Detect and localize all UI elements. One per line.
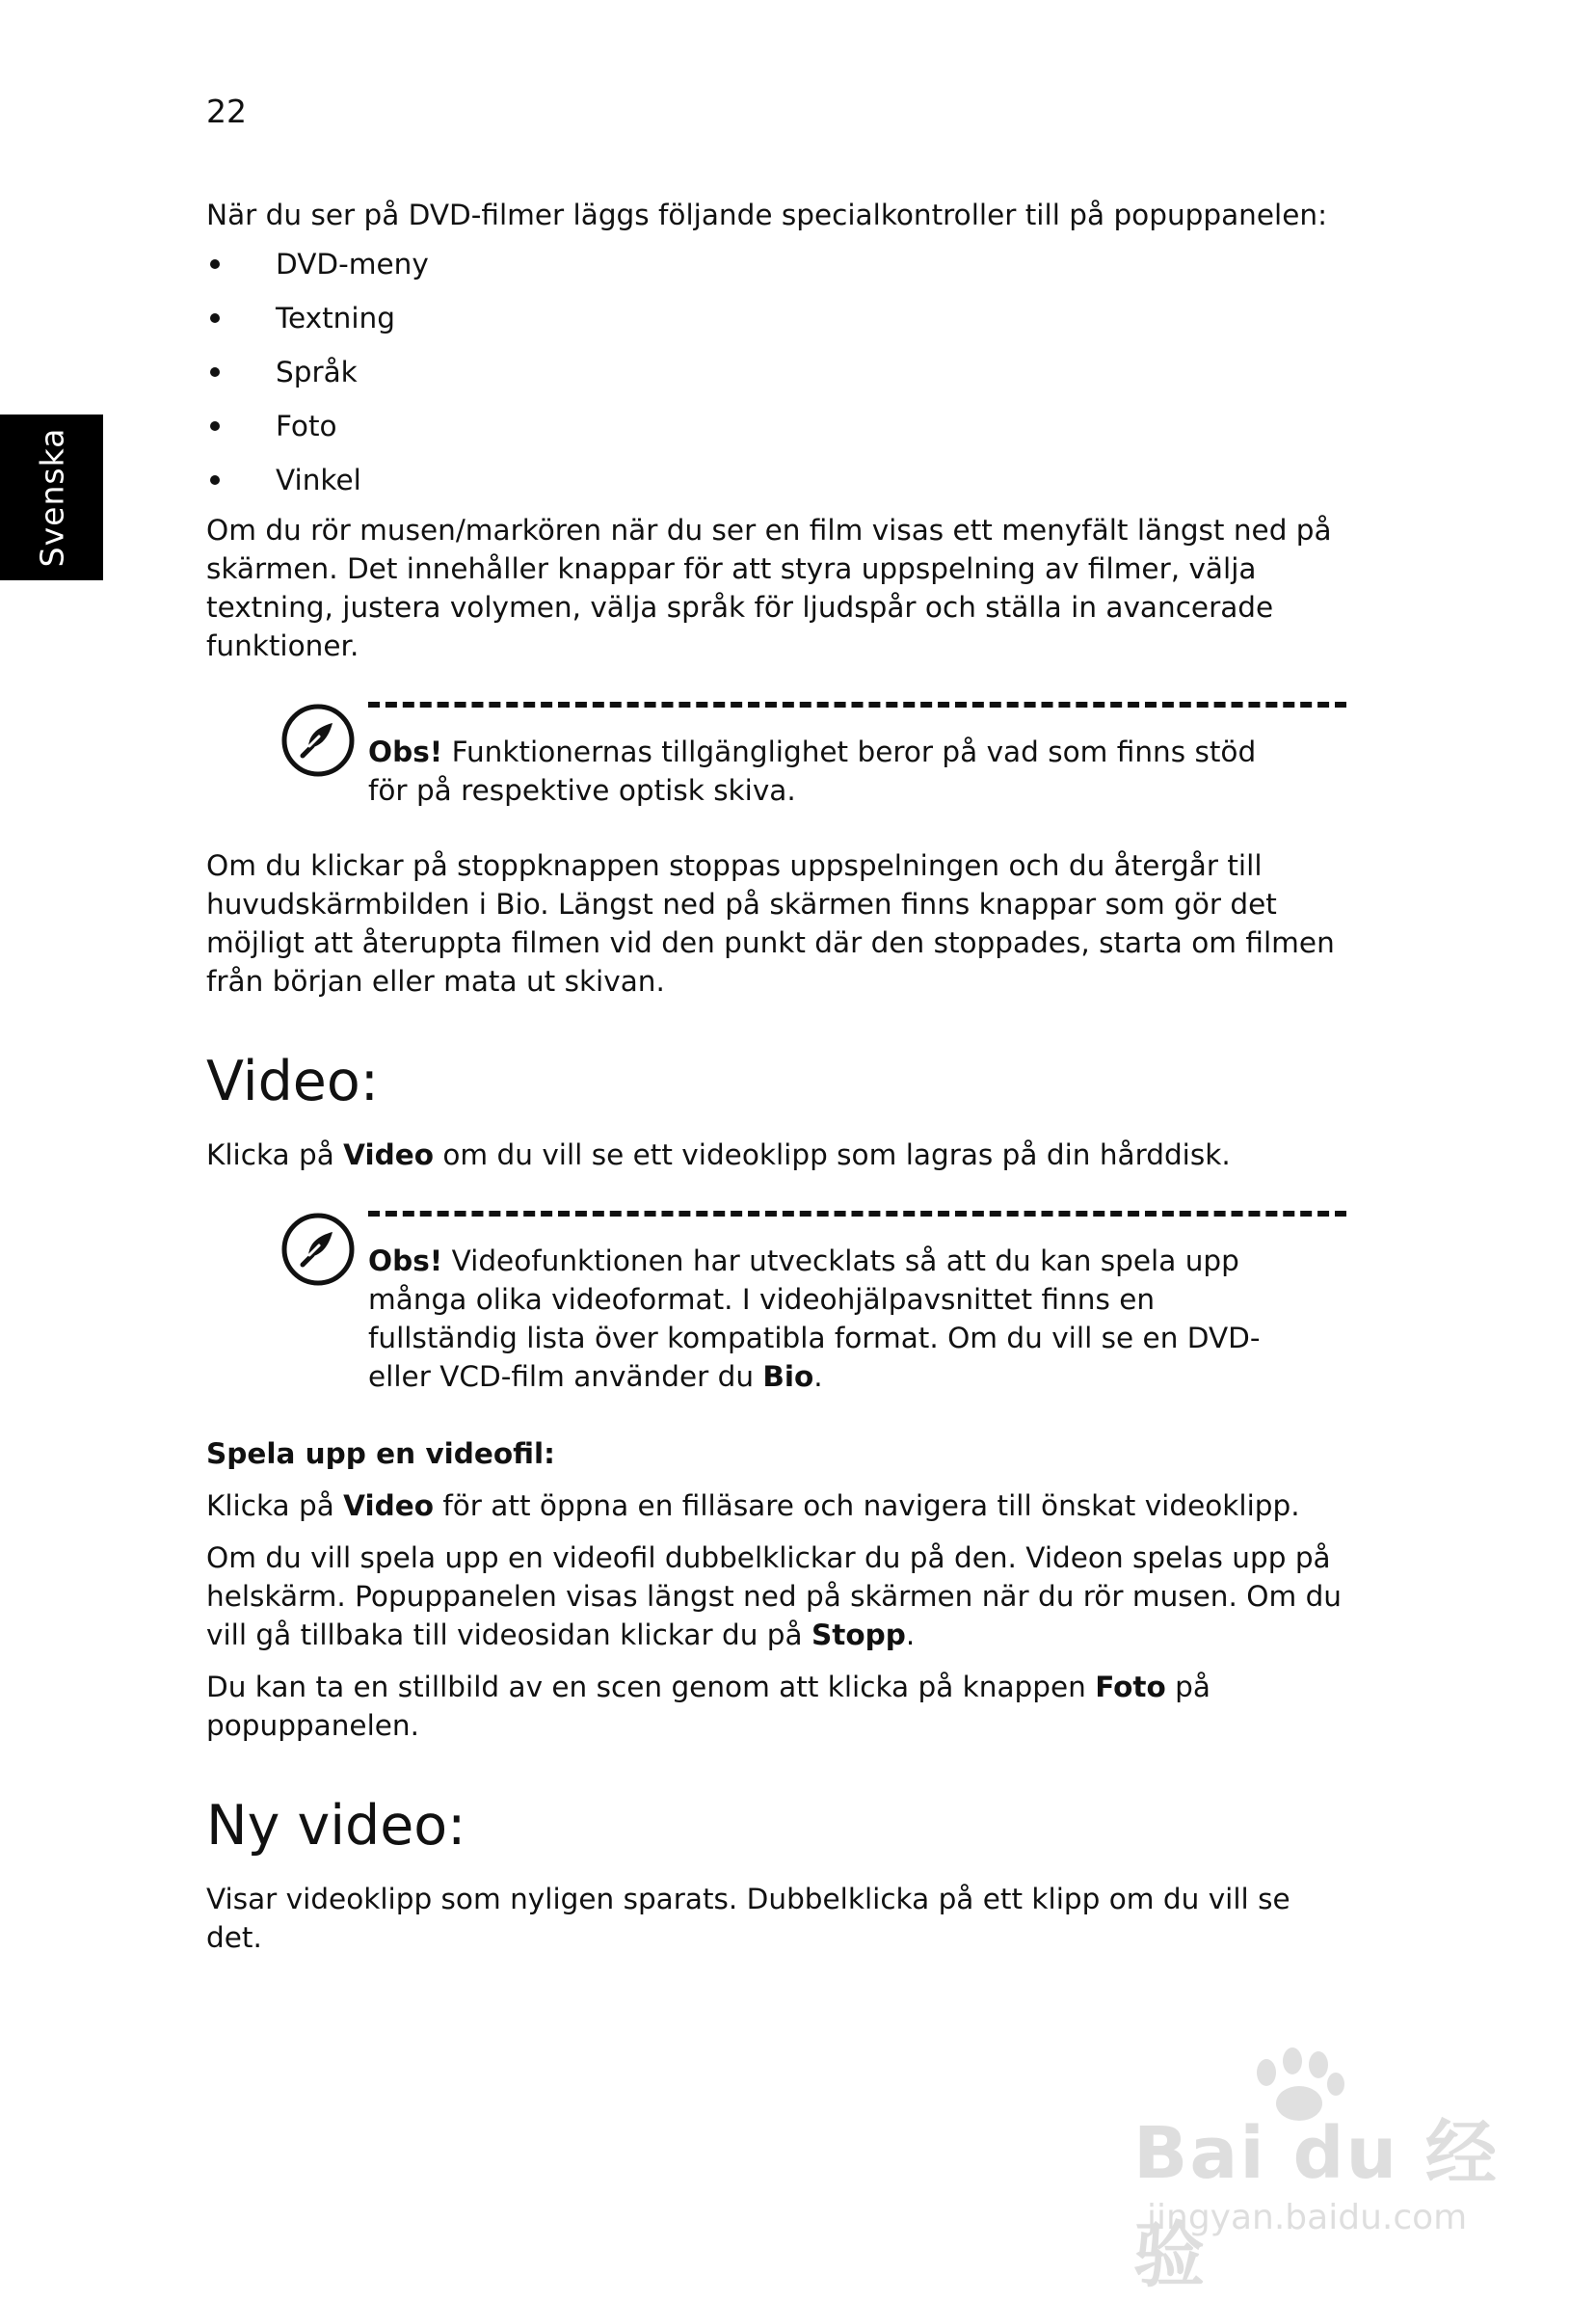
note-text [368,733,1264,810]
special-controls-list [206,245,1353,499]
page-number: 22 [206,93,247,130]
list-item: Textning [206,299,1353,337]
baidu-watermark [1133,2044,1500,2297]
watermark-url: jingyan.baidu.com [1147,2198,1468,2237]
list-item: DVD-meny [206,245,1353,283]
play-paragraph-3 [206,1668,1353,1745]
note-text [368,1242,1264,1396]
video-text-bold: Video [343,1138,434,1171]
list-item: Foto [206,407,1353,445]
document-content [206,196,1353,1957]
note-dashed-rule [368,1211,1346,1217]
subheading-play-video: Spela upp en videofil: [206,1437,555,1470]
section-heading-new-video: Ny video: [206,1794,466,1858]
play-p3-c: på popuppanelen. [206,1671,1210,1742]
note-bold-term: Bio [762,1360,814,1393]
list-item: Språk [206,353,1353,391]
note-body: Videofunktionen har utvecklats så att du kan spela upp många olika videoformat. I videohjälpavsnittet finns en fullständig lista över kompatibla format. Om du vill se en DVD- eller VCD-film använder du [368,1244,1261,1393]
language-side-tab-label: Svenska [33,427,70,568]
play-p2-a: Om du vill spela upp en videofil dubbelklickar du på den. Videon spelas upp på helskärm. Popuppanelen visas längst ned på skärmen när du rör musen. Om du vill gå tillbaka till videosidan klickar du på [206,1541,1342,1651]
menu-bar-paragraph: Om du rör musen/markören när du ser en film visas ett menyfält längst ned på skärmen. Det innehåller knappar för att styra uppspelning av filmer, välja textning, justera volymen, välja språk för ljudspår och ställa in avancerade funktioner. [206,514,1332,662]
note-box [279,1211,1353,1396]
play-p2-c: . [905,1619,916,1651]
play-p3-a: Du kan ta en stillbild av en scen genom att klicka på knappen [206,1671,1096,1703]
video-text-c: om du vill se ett videoklipp som lagras på din hårddisk. [433,1138,1231,1171]
play-p1-a: Klicka på [206,1489,344,1522]
note-dashed-rule [368,702,1346,708]
play-p3-bold: Foto [1095,1671,1166,1703]
note-pen-icon [279,702,357,779]
new-video-paragraph: Visar videoklipp som nyligen sparats. Dubbelklicka på ett klipp om du vill se det. [206,1883,1290,1954]
play-paragraph-2 [206,1538,1353,1654]
play-p1-c: för att öppna en filläsare och navigera till önskat videoklipp. [433,1489,1300,1522]
note-label: Obs! [368,1244,443,1277]
stop-button-paragraph: Om du klickar på stoppknappen stoppas uppspelningen och du återgår till huvudskärmbilden i Bio. Längst ned på skärmen finns knappar som gör det möjligt att återuppta filmen vid den punkt där den stoppades, starta om filmen från början eller mata ut skivan. [206,849,1335,998]
play-p1-bold: Video [343,1489,434,1522]
note-pen-icon [279,1211,357,1288]
video-paragraph [206,1136,1353,1174]
language-side-tab [0,415,103,580]
note-label: Obs! [368,736,443,768]
video-text-a: Klicka på [206,1138,344,1171]
note-body: Funktionernas tillgänglighet beror på vad som finns stöd för på respektive optisk skiva. [368,736,1257,807]
play-paragraph-1 [206,1486,1353,1525]
play-p2-bold: Stopp [811,1619,906,1651]
note-box [279,702,1353,810]
note-end: . [813,1360,823,1393]
list-item: Vinkel [206,461,1353,499]
intro-paragraph: När du ser på DVD-filmer läggs följande specialkontroller till på popuppanelen: [206,199,1328,231]
watermark-main-text: Bai du 经验 [1133,2112,1499,2297]
section-heading-video: Video: [206,1050,379,1113]
